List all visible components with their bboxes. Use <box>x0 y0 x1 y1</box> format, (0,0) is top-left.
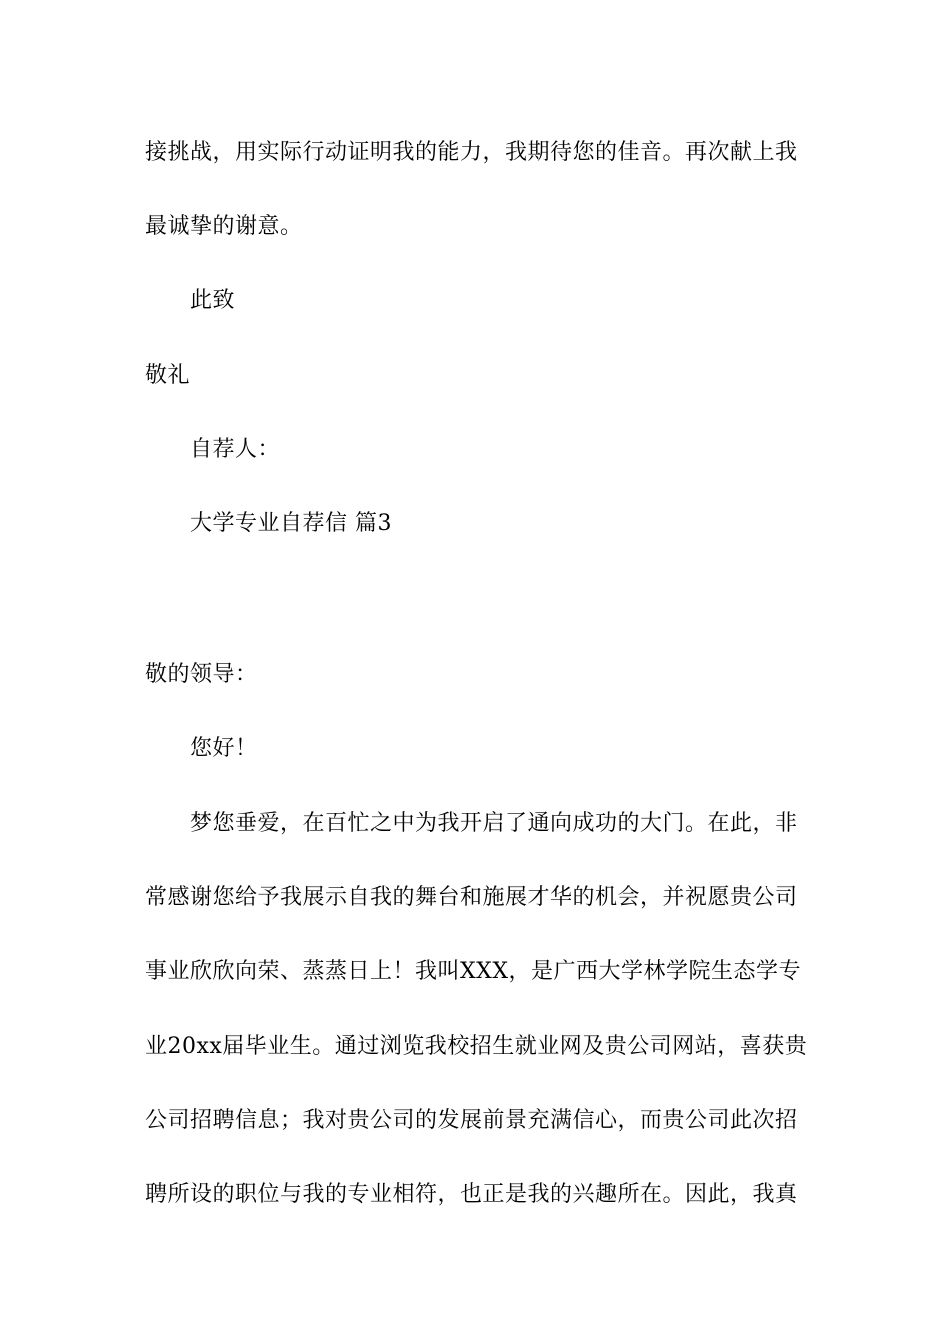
paragraph-line: 接挑战，用实际行动证明我的能力，我期待您的佳音。再次献上我 <box>145 140 798 165</box>
paragraph-line: 事业欣欣向荣、蒸蒸日上！我叫XXX，是广西大学林学院生态学专 <box>145 959 801 984</box>
closing-regards: 敬礼 <box>145 363 191 388</box>
closing-salutation: 此致 <box>190 288 236 313</box>
paragraph-line: 最诚挚的谢意。 <box>145 214 303 239</box>
paragraph-line: 梦您垂爱，在百忙之中为我开启了通向成功的大门。在此，非 <box>190 811 798 836</box>
paragraph-line: 公司招聘信息；我对贵公司的发展前景充满信心，而贵公司此次招 <box>145 1108 798 1133</box>
paragraph-line: 常感谢您给予我展示自我的舞台和施展才华的机会，并祝愿贵公司 <box>145 885 798 910</box>
paragraph-line: 聘所设的职位与我的专业相符，也正是我的兴趣所在。因此，我真 <box>145 1182 798 1207</box>
signature-label: 自荐人： <box>190 437 281 462</box>
greeting: 敬的领导： <box>145 662 258 687</box>
section-title: 大学专业自荐信 篇3 <box>190 511 392 536</box>
greeting-hello: 您好！ <box>190 736 258 761</box>
paragraph-line: 业20xx届毕业生。通过浏览我校招生就业网及贵公司网站，喜获贵 <box>145 1034 808 1059</box>
